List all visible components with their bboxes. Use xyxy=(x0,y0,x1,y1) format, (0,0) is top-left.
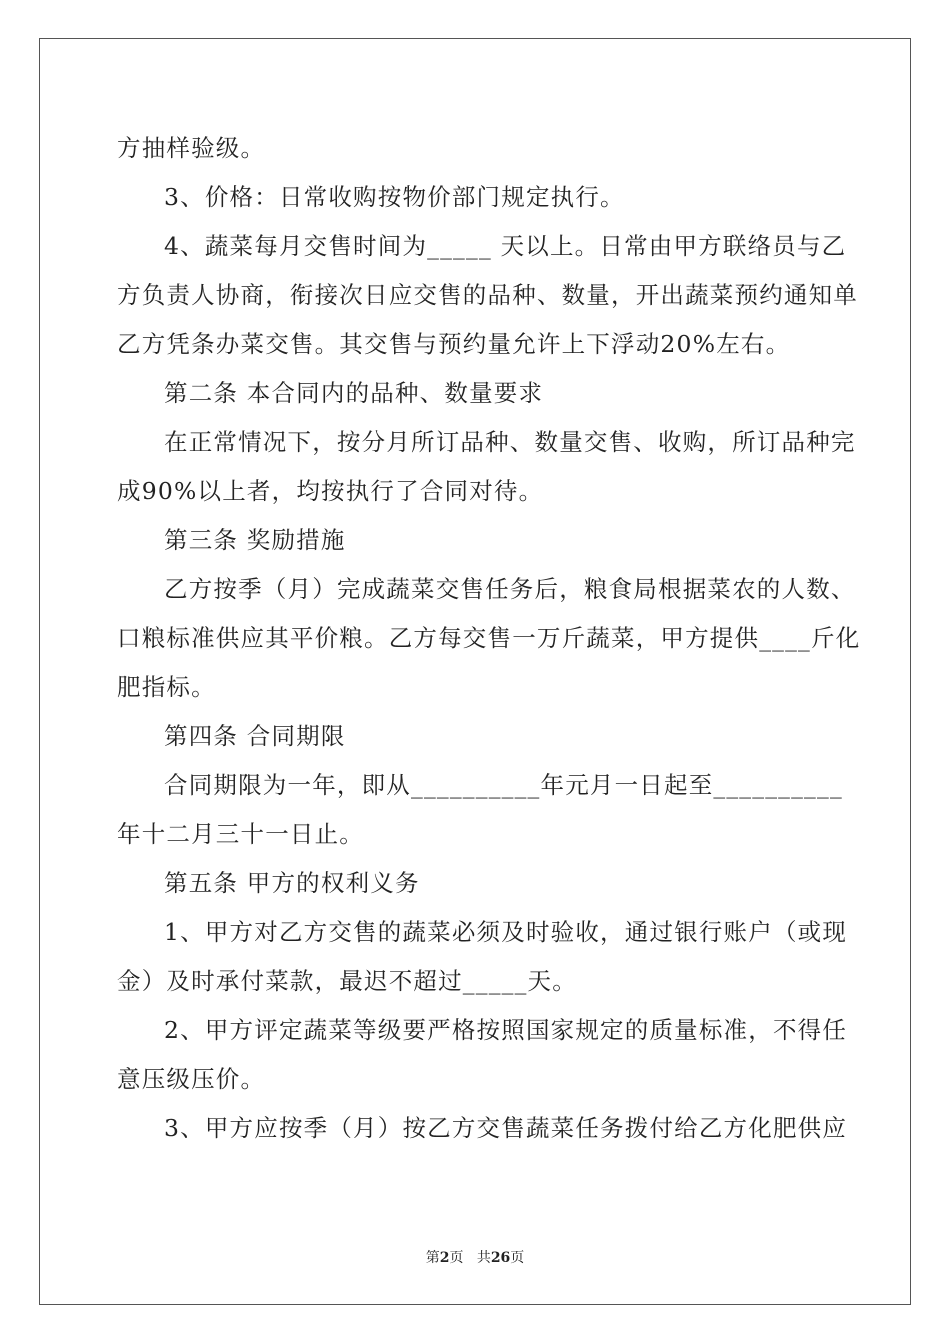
page-footer xyxy=(0,1247,950,1267)
text-line-20: 意压级压价。 xyxy=(117,1065,266,1093)
footer-total-pages: 26 xyxy=(490,1250,511,1266)
section-heading-3: 第三条 奖励措施 xyxy=(164,526,346,554)
footer-page-number: 2 xyxy=(439,1250,450,1266)
section-heading-2: 第二条 本合同内的品种、数量要求 xyxy=(164,379,544,407)
text-line-11: 口粮标准供应其平价粮。乙方每交售一万斤蔬菜，甲方提供____斤化 xyxy=(117,624,861,652)
text-line-15: 年十二月三十一日止。 xyxy=(117,820,364,848)
text-line-10: 乙方按季（月）完成蔬菜交售任务后，粮食局根据菜农的人数、 xyxy=(164,575,856,603)
document-body xyxy=(117,124,861,1153)
text-line-8: 成90%以上者，均按执行了合同对待。 xyxy=(117,477,544,505)
text-line-21: 3、甲方应按季（月）按乙方交售蔬菜任务拨付给乙方化肥供应 xyxy=(164,1114,848,1142)
footer-total-prefix: 共 xyxy=(476,1250,491,1266)
footer-total-suffix: 页 xyxy=(510,1250,525,1266)
section-heading-4: 第四条 合同期限 xyxy=(164,722,346,750)
text-line-12: 肥指标。 xyxy=(117,673,216,701)
text-line-3: 4、蔬菜每月交售时间为_____ 天以上。日常由甲方联络员与乙 xyxy=(164,232,847,260)
text-line-2: 3、价格：日常收购按物价部门规定执行。 xyxy=(164,183,625,211)
text-line-4: 方负责人协商，衔接次日应交售的品种、数量，开出蔬菜预约通知单 xyxy=(117,281,858,309)
text-line-7: 在正常情况下，按分月所订品种、数量交售、收购，所订品种完 xyxy=(164,428,856,456)
text-line-14: 合同期限为一年，即从__________年元月一日起至__________ xyxy=(164,771,843,799)
text-line-18: 金）及时承付菜款，最迟不超过_____天。 xyxy=(117,967,577,995)
text-line-19: 2、甲方评定蔬菜等级要严格按照国家规定的质量标准，不得任 xyxy=(164,1016,848,1044)
footer-prefix: 第 xyxy=(425,1250,440,1266)
section-heading-5: 第五条 甲方的权利义务 xyxy=(164,869,420,897)
text-line-5: 乙方凭条办菜交售。其交售与预约量允许上下浮动20%左右。 xyxy=(117,330,791,358)
footer-page-suffix: 页 xyxy=(449,1250,464,1266)
text-line-1: 方抽样验级。 xyxy=(117,134,266,162)
text-line-17: 1、甲方对乙方交售的蔬菜必须及时验收，通过银行账户（或现 xyxy=(164,918,848,946)
